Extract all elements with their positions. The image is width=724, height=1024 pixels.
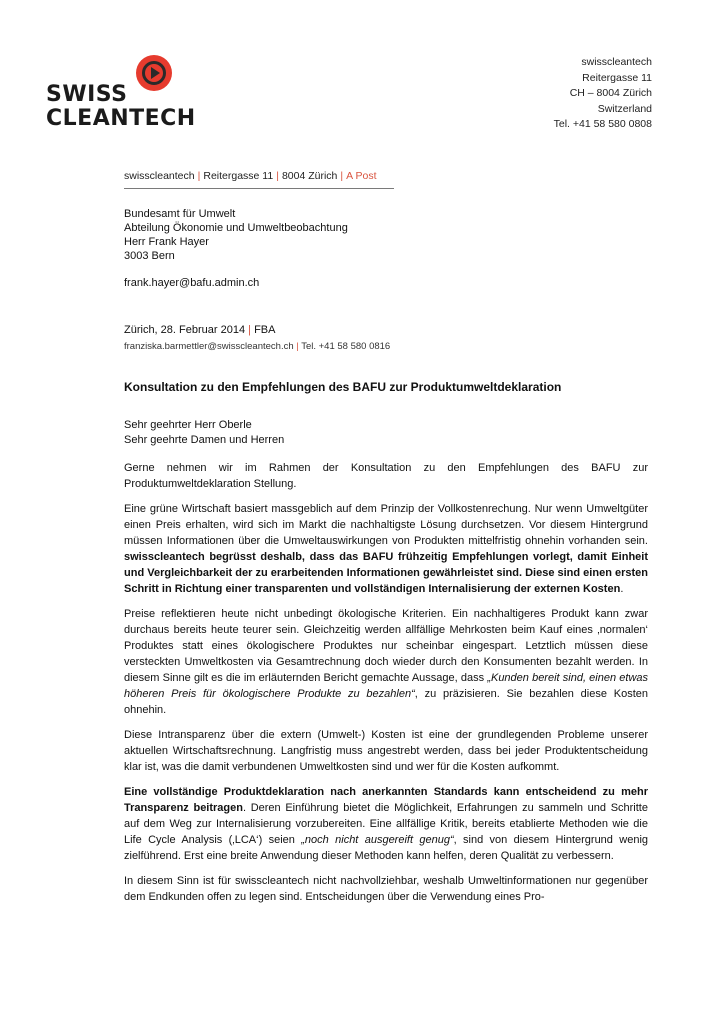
recipient-email: frank.hayer@bafu.admin.ch	[124, 277, 260, 289]
paragraph-2	[124, 501, 648, 597]
sender-city: CH – 8004 Zürich	[569, 87, 652, 99]
company-logo	[46, 54, 196, 134]
sender-country: Switzerland	[597, 102, 652, 115]
paragraph-2-text: Eine grüne Wirtschaft basiert massgeblich auf dem Prinzip der Vollkostenrechung. Nur wenn Umweltgüter einen Preis erhalten, wird sich im Markt die nachhaltigste Lösung durchsetzen. Vor diesem Hintergrund müssen Informationen über die Umweltauswirkungen von Produkten mittelfristig ohnehin vorhanden sein.	[124, 503, 648, 547]
paragraph-3-quote: „Kunden bereit sind, einen etwas höheren Preis für ökologischere Produkte zu bezahlen“	[124, 672, 649, 700]
recipient-line: 3003 Bern	[124, 250, 175, 262]
sender-street: Reitergasse 11	[582, 71, 652, 84]
recipient-address	[124, 207, 348, 263]
paragraph-3-text: Preise reflektieren heute nicht unbedingt ökologische Kriterien. Ein nachhaltigeres Produkt kann zwar durchaus bereits heute teurer sein. Gleichzeitig werden allfällige Mehrkosten beim Kauf eines ‚normalen‘ Produktes statt eines ökologischere Produktes nur scheinbar eingespart. Letztlich müssen diese versteckten Umweltkosten via Gesamtrechnung doch wieder durch den Konsumenten bezahlt werden. In diesem Sinne gilt es die im erläuternden Bericht gemachte Aussage, dass	[124, 608, 648, 684]
initials: FBA	[254, 324, 276, 336]
play-icon	[136, 55, 172, 91]
postal-return-line: swisscleantech | Reitergasse 11 | 8004 Zürich | A Post	[124, 170, 394, 189]
recipient-line: Bundesamt für Umwelt	[124, 208, 236, 220]
place-date: Zürich, 28. Februar 2014	[124, 324, 246, 336]
paragraph-5-text: . Deren Einführung bietet die Möglichkeit, Erfahrungen zu sammeln und Schritte auf dem Weg zur Internalisierung vorzubereiten. Eine allfällige Kritik, bereits etablierte Methoden wie die Life Cycle Analysis (‚LCA‘) seien	[124, 802, 648, 846]
postline-name: swisscleantech	[124, 170, 195, 182]
contact-email: franziska.barmettler@swisscleantech.ch	[124, 341, 294, 352]
paragraph-3-end: , zu präzisieren. Sie bezahlen diese Kosten ohnehin.	[124, 688, 648, 716]
postline-mode: A Post	[346, 170, 377, 182]
salutation-line: Sehr geehrter Herr Oberle	[124, 419, 252, 431]
postline-city: 8004 Zürich	[281, 170, 338, 182]
postline-street: Reitergasse 11	[203, 170, 274, 182]
paragraph-6: In diesem Sinn ist für swisscleantech nicht nachvollziehbar, weshalb Umweltinformationen nur gegenüber dem Endkunden offen zu legen sind. Entscheidungen über die Verwendung eines Pro-	[124, 875, 648, 903]
salutation	[124, 418, 284, 448]
sender-address	[554, 55, 652, 133]
paragraph-3	[124, 606, 648, 718]
paragraph-5-quote: „noch nicht ausgereift genug“	[301, 834, 454, 846]
letter-subject: Konsultation zu den Empfehlungen des BAFU zur Produktumweltdeklaration	[124, 380, 562, 394]
paragraph-5-end: , sind von diesem Hintergrund wenig zielführend. Erst eine breite Anwendung dieser Methoden kann helfen, deren Qualität zu verbessern.	[124, 834, 649, 862]
logo-text-line2: CLEANTECH	[46, 106, 196, 131]
contact-line: franziska.barmettler@swisscleantech.ch | Tel. +41 58 580 0816	[124, 341, 391, 352]
salutation-line: Sehr geehrte Damen und Herren	[124, 434, 285, 446]
sender-name: swisscleantech	[581, 56, 652, 68]
paragraph-4: Diese Intransparenz über die extern (Umwelt-) Kosten ist eine der grundlegenden Probleme unserer aktuellen Wirtschaftsrechnung. Langfristig muss angestrebt werden, dass bei jeder Produktentscheidung klar ist, was die damit verbundenen Umweltkosten sind und wer für die Kosten aufkommt.	[124, 729, 648, 773]
letter-body	[124, 460, 648, 914]
recipient-line: Herr Frank Hayer	[124, 236, 209, 248]
recipient-line: Abteilung Ökonomie und Umweltbeobachtung	[124, 222, 348, 234]
paragraph-5-bold: Eine vollständige Produktdeklaration nach anerkannten Standards kann entscheidend zu mehr Transparenz beitragen	[124, 786, 648, 814]
paragraph-5	[124, 784, 648, 864]
paragraph-1: Gerne nehmen wir im Rahmen der Konsultation zu den Empfehlungen des BAFU zur Produktumweltdeklaration Stellung.	[124, 462, 648, 490]
logo-text-line1: SWISS	[46, 82, 128, 107]
contact-phone: Tel. +41 58 580 0816	[301, 341, 391, 352]
date-line: Zürich, 28. Februar 2014 | FBA	[124, 324, 276, 336]
sender-phone: Tel. +41 58 580 0808	[553, 118, 652, 130]
paragraph-2-bold: swisscleantech begrüsst deshalb, dass das BAFU frühzeitig Empfehlungen vorlegt, damit Einheit und Vergleichbarkeit der zu erarbeitenden Informationen gewährleistet sind. Diese sind einen ersten Schritt in Richtung einer transparenten und vollständigen Internalisierung der externen Kosten	[124, 551, 648, 595]
paragraph-2-end: .	[620, 583, 624, 595]
